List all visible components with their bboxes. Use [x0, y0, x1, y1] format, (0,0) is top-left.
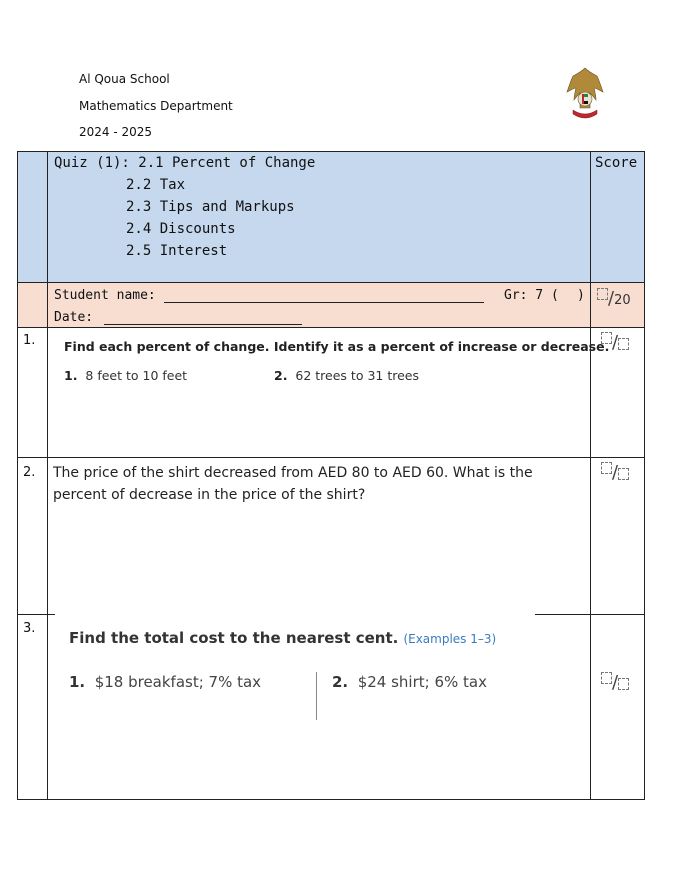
- question-prompt: The price of the shirt decreased from AED 80 to AED 60. What is the percent of decrease in the price of the shirt?: [53, 465, 533, 503]
- item-divider: [316, 672, 317, 720]
- column-divider: [47, 151, 48, 800]
- question-prompt-row: [69, 628, 496, 647]
- row-divider: [17, 614, 55, 615]
- academic-year: 2024 - 2025: [79, 125, 153, 139]
- item-text: $24 shirt; 6% tax: [357, 673, 487, 691]
- question-prompt: Find the total cost to the nearest cent.: [69, 629, 399, 647]
- table-border-bottom: [17, 799, 645, 800]
- item-number: 2.: [332, 673, 349, 691]
- empty-box-icon: [618, 678, 629, 690]
- grade-close: ): [577, 288, 585, 303]
- quiz-topic: 2.5 Interest: [126, 243, 228, 259]
- score-header: Score: [595, 155, 638, 171]
- question-item: [69, 673, 261, 691]
- question-number: 1.: [23, 333, 36, 348]
- column-divider: [590, 151, 591, 800]
- total-score: /20: [597, 288, 631, 309]
- row-divider: [17, 327, 645, 328]
- empty-box-icon: [618, 468, 629, 480]
- empty-box-icon: [601, 462, 612, 474]
- school-name: Al Qoua School: [79, 72, 170, 86]
- question-score: /: [601, 462, 629, 483]
- row-divider: [17, 457, 645, 458]
- table-border-left: [17, 151, 18, 800]
- empty-box-icon: [597, 288, 608, 300]
- quiz-topic: 2.3 Tips and Markups: [126, 199, 295, 215]
- row-divider: [17, 282, 645, 283]
- quiz-topic: 2.4 Discounts: [126, 221, 236, 237]
- item-number: 1.: [69, 673, 86, 691]
- question-item: [332, 673, 487, 691]
- item-text: $18 breakfast; 7% tax: [94, 673, 262, 691]
- table-border-top: [17, 151, 645, 152]
- question-score: /: [601, 332, 629, 353]
- student-band-left: [17, 283, 47, 327]
- department-name: Mathematics Department: [79, 99, 233, 113]
- student-name-label: Student name:: [54, 288, 156, 303]
- item-text: 8 feet to 10 feet: [85, 368, 188, 383]
- item-text: 62 trees to 31 trees: [295, 368, 419, 383]
- question-prompt: Find each percent of change. Identify it as a percent of increase or decrease.: [64, 339, 610, 354]
- question-number: 2.: [23, 465, 36, 480]
- item-number: 1.: [64, 368, 78, 383]
- question-number: 3.: [23, 621, 36, 636]
- student-name-field[interactable]: [164, 302, 484, 303]
- quiz-topic: 2.2 Tax: [126, 177, 186, 193]
- empty-box-icon: [601, 672, 612, 684]
- quiz-title: Quiz (1): 2.1 Percent of Change: [54, 155, 316, 171]
- uae-emblem-icon: [565, 66, 605, 124]
- empty-box-icon: [618, 338, 629, 350]
- quiz-header-band: [17, 152, 645, 282]
- question-score: /: [601, 672, 629, 693]
- examples-link[interactable]: (Examples 1–3): [403, 632, 497, 646]
- question-item: [64, 368, 187, 383]
- grade-label: Gr: 7 (: [504, 288, 559, 303]
- date-label: Date:: [54, 310, 94, 325]
- item-number: 2.: [274, 368, 288, 383]
- table-border-right: [644, 151, 645, 800]
- date-field[interactable]: [104, 324, 302, 325]
- question-item: [274, 368, 419, 383]
- empty-box-icon: [601, 332, 612, 344]
